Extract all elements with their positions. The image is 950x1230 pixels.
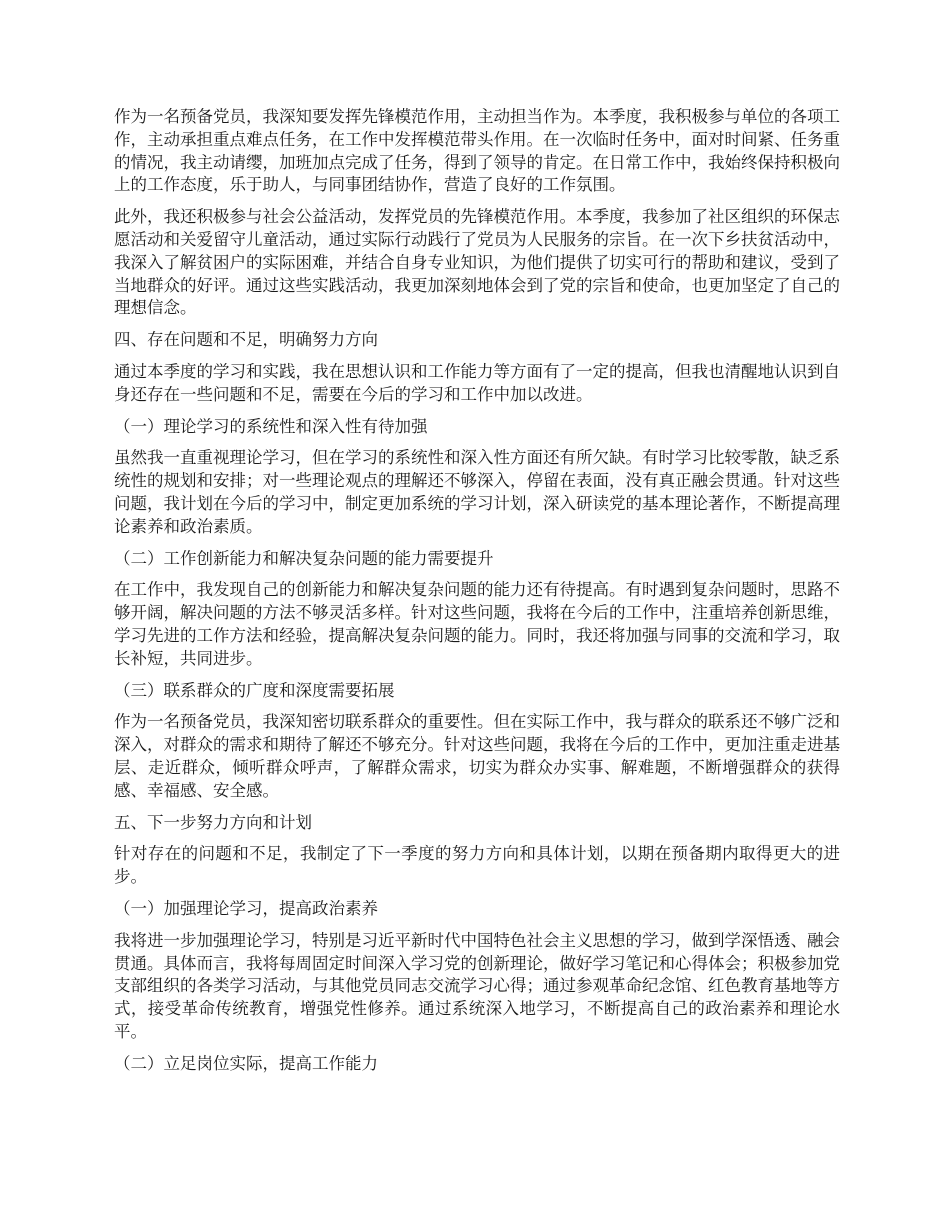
section-heading: 四、存在问题和不足，明确努力方向 (114, 330, 378, 350)
section-heading: 五、下一步努力方向和计划 (114, 812, 312, 832)
paragraph: 针对存在的问题和不足，我制定了下一季度的努力方向和具体计划，以期在预备期内取得更大的进步。 (114, 844, 840, 887)
paragraph: 我将进一步加强理论学习，特别是习近平新时代中国特色社会主义思想的学习，做到学深悟透、融会贯通。具体而言，我将每周固定时间深入学习党的创新理论，做好学习笔记和心得体会；积极参加党支部组织的各类学习活动，与其他党员同志交流学习心得；通过参观革命纪念馆、红色教育基地等方式，接受革命传统教育，增强党性修养。通过系统深入地学习，不断提高自己的政治素养和理论水平。 (114, 930, 840, 1041)
subsection-heading: （二）立足岗位实际，提高工作能力 (114, 1053, 378, 1073)
subsection-heading: （一）加强理论学习，提高政治素养 (114, 898, 378, 918)
paragraph: 此外，我还积极参与社会公益活动，发挥党员的先锋模范作用。本季度，我参加了社区组织的环保志愿活动和关爱留守儿童活动，通过实际行动践行了党员为人民服务的宗旨。在一次下乡扶贫活动中，我深入了解贫困户的实际困难，并结合自身专业知识，为他们提供了切实可行的帮助和建议，受到了当地群众的好评。通过这些实践活动，我更加深刻地体会到了党的宗旨和使命，也更加坚定了自己的理想信念。 (114, 207, 840, 318)
subsection-heading: （一）理论学习的系统性和深入性有待加强 (114, 416, 428, 436)
paragraph: 在工作中，我发现自己的创新能力和解决复杂问题的能力还有待提高。有时遇到复杂问题时，思路不够开阔，解决问题的方法不够灵活多样。针对这些问题，我将在今后的工作中，注重培养创新思维，学习先进的工作方法和经验，提高解决复杂问题的能力。同时，我还将加强与同事的交流和学习，取长补短，共同进步。 (114, 580, 840, 668)
document-body (114, 106, 840, 1084)
subsection-heading: （三）联系群众的广度和深度需要拓展 (114, 680, 395, 700)
paragraph: 通过本季度的学习和实践，我在思想认识和工作能力等方面有了一定的提高，但我也清醒地认识到自身还存在一些问题和不足，需要在今后的学习和工作中加以改进。 (114, 361, 840, 404)
paragraph: 作为一名预备党员，我深知密切联系群众的重要性。但在实际工作中，我与群众的联系还不够广泛和深入，对群众的需求和期待了解还不够充分。针对这些问题，我将在今后的工作中，更加注重走进基层、走近群众，倾听群众呼声，了解群众需求，切实为群众办实事、解难题，不断增强群众的获得感、幸福感、安全感。 (114, 712, 840, 800)
subsection-heading: （二）工作创新能力和解决复杂问题的能力需要提升 (114, 548, 494, 568)
paragraph: 虽然我一直重视理论学习，但在学习的系统性和深入性方面还有所欠缺。有时学习比较零散，缺乏系统性的规划和安排；对一些理论观点的理解还不够深入，停留在表面，没有真正融会贯通。针对这些问题，我计划在今后的学习中，制定更加系统的学习计划，深入研读党的基本理论著作，不断提高理论素养和政治素质。 (114, 448, 840, 536)
paragraph: 作为一名预备党员，我深知要发挥先锋模范作用，主动担当作为。本季度，我积极参与单位的各项工作，主动承担重点难点任务，在工作中发挥模范带头作用。在一次临时任务中，面对时间紧、任务重的情况，我主动请缨，加班加点完成了任务，得到了领导的肯定。在日常工作中，我始终保持积极向上的工作态度，乐于助人，与同事团结协作，营造了良好的工作氛围。 (114, 107, 840, 195)
